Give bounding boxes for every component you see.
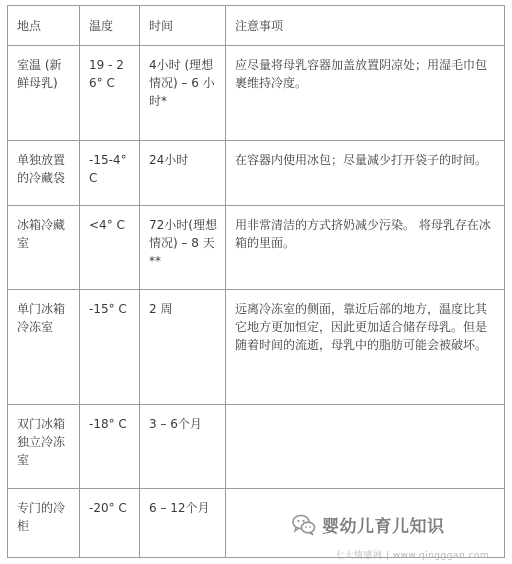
- cell-location: 单门冰箱冷冻室: [8, 290, 80, 405]
- cell-temperature: 19 - 26° C: [80, 46, 140, 141]
- table-row: [8, 290, 505, 405]
- header-time: 时间: [140, 6, 226, 46]
- cell-notes: 用非常清洁的方式挤奶减少污染。 将母乳存在冰箱的里面。: [226, 206, 505, 290]
- table-header-row: [8, 6, 505, 46]
- milk-storage-table: [7, 5, 505, 558]
- header-notes: 注意事项: [226, 6, 505, 46]
- cell-location: 单独放置的冷藏袋: [8, 141, 80, 206]
- header-location: 地点: [8, 6, 80, 46]
- wechat-icon: [292, 514, 316, 536]
- cell-notes: [226, 405, 505, 489]
- cell-notes: 远离冷冻室的侧面，靠近后部的地方，温度比其它地方更加恒定，因此更加适合储存母乳。但是随着时间的流逝，母乳中的脂肪可能会被破坏。: [226, 290, 505, 405]
- table-row: [8, 405, 505, 489]
- cell-temperature: -15-4° C: [80, 141, 140, 206]
- cell-location: 室温 (新鲜母乳): [8, 46, 80, 141]
- table-row: [8, 141, 505, 206]
- cell-notes: 在容器内使用冰包；尽量减少打开袋子的时间。: [226, 141, 505, 206]
- cell-time: 2 周: [140, 290, 226, 405]
- cell-temperature: -18° C: [80, 405, 140, 489]
- watermark: [292, 512, 445, 537]
- site-watermark: 七大情感网 | www.qingggan.com: [335, 551, 490, 561]
- storage-table-container: [7, 5, 504, 558]
- watermark-text: 婴幼儿育儿知识: [322, 517, 445, 536]
- cell-temperature: -15° C: [80, 290, 140, 405]
- cell-location: 专门的冷柜: [8, 489, 80, 558]
- cell-location: 冰箱冷藏室: [8, 206, 80, 290]
- cell-time: 4小时 (理想情况) – 6 小时*: [140, 46, 226, 141]
- cell-time: 6 – 12个月: [140, 489, 226, 558]
- cell-location: 双门冰箱独立冷冻室: [8, 405, 80, 489]
- table-row: [8, 206, 505, 290]
- cell-temperature: -20° C: [80, 489, 140, 558]
- header-temperature: 温度: [80, 6, 140, 46]
- cell-notes: 应尽量将母乳容器加盖放置阴凉处；用湿毛巾包裹维持冷度。: [226, 46, 505, 141]
- cell-time: 3 – 6个月: [140, 405, 226, 489]
- cell-time: 24小时: [140, 141, 226, 206]
- table-row: [8, 46, 505, 141]
- cell-temperature: <4° C: [80, 206, 140, 290]
- cell-time: 72小时(理想情况) – 8 天**: [140, 206, 226, 290]
